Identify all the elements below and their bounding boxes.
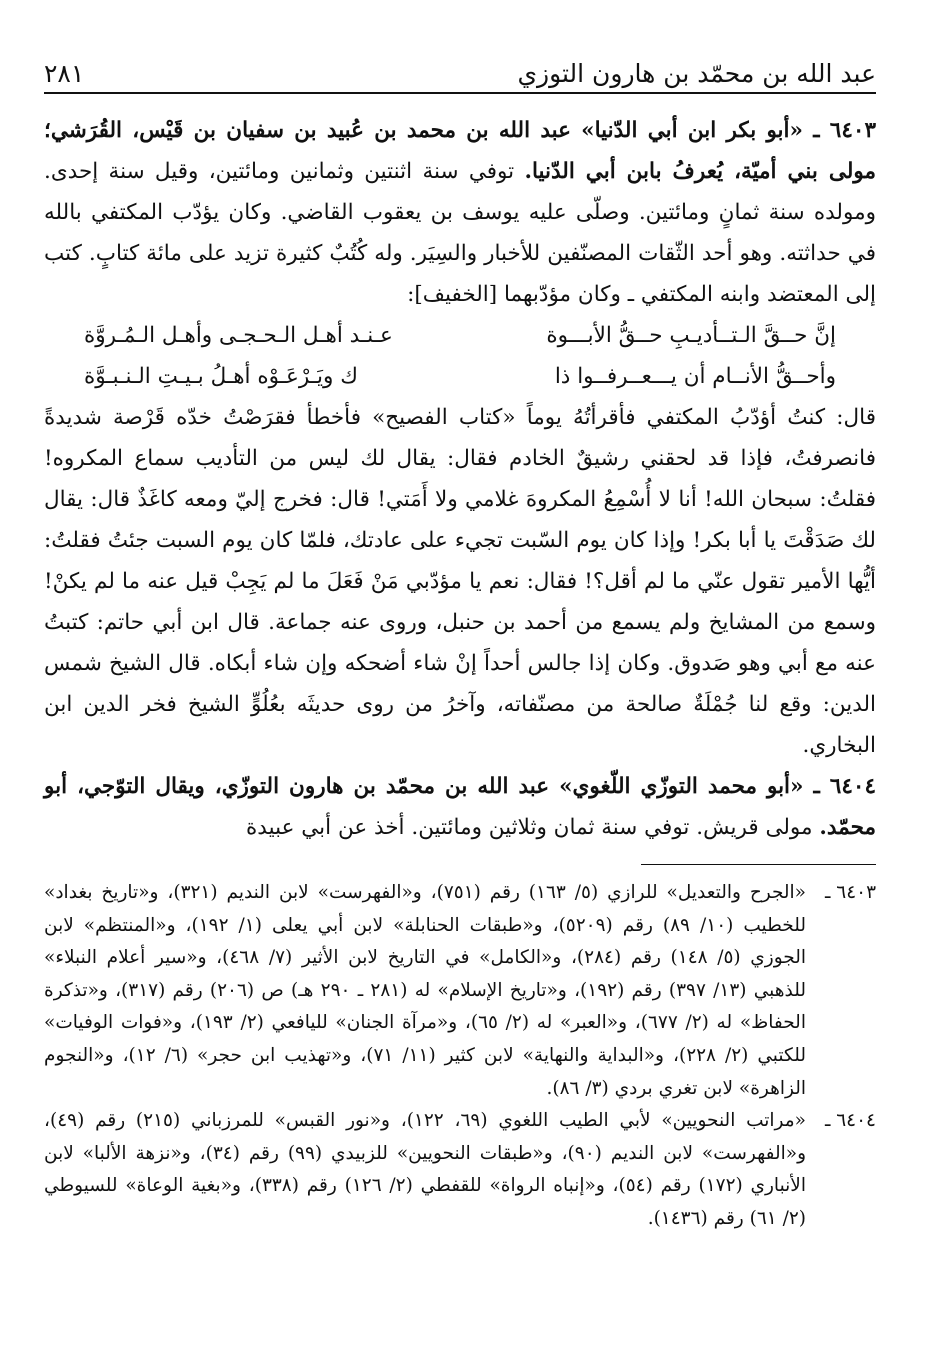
running-title: عبد الله بن محمّد بن هارون التوزي (517, 59, 876, 88)
verse-line (44, 315, 876, 356)
entry-6403-continuation: قال: كنتُ أؤدّبُ المكتفي فأقرأتُهُ يوماً «كتاب الفصيح» فأخطأ فقرَصْتُ خدّه قَرْصة شديدةً فانصرفتُ، فإذا قد لحقني رشيقٌ الخادم فقال: يقال لك ليس من التأديب سماع المكروه! فقلتُ: سبحان الله! أنا لا أُسْمِعُ المكروهَ غلامي ولا أَمَتي! قال: فخرج إليّ ومعه كاغَذٌ قال: يقال لك صَدَقْتَ يا أبا بكر! وإذا كان يوم السّبت تجيء على عادتك، فلمّا كان يوم السبت جئتُ فقلتُ: أيُّها الأمير تقول عنّي ما لم أقل؟! فقال: نعم يا مؤدّبي مَنْ فَعَلَ ما لم يَجِبْ قيل عنه ما لم يكنْ! وسمع من المشايخ ولم يسمع من أحمد بن حنبل، وروى عنه جماعة. قال ابن أبي حاتم: كتبتُ عنه مع أبي وهو صَدوق. وكان إذا جالس أحداً إنْ شاء أضحكه وإن شاء أبكاه. قال الشيخ شمس الدين: وقع لنا جُمْلَةٌ صالحة من مصنّفاته، وآخرُ من روى حديثَه بعُلُوٍّ الشيخ فخر الدين ابن البخاري. (44, 405, 876, 758)
entry-6404 (44, 766, 876, 848)
footnote-6404 (44, 1105, 876, 1235)
footnotes (44, 877, 876, 1236)
entry-heading: ٦٤٠٤ ـ «أبو محمد التوزّي اللّغوي» عبد الله بن محمّد بن هارون التوزّي، ويقال التوّجي، أبو محمّد. (44, 774, 876, 840)
footnote-text: «الجرح والتعديل» للرازي (٥/ ١٦٣) رقم (٧٥١)، و«الفهرست» لابن النديم (٣٢١)، و«تاريخ بغداد» للخطيب (١٠/ ٨٩) رقم (٥٢٠٩)، و«طبقات الحنابلة» لابن أبي يعلى (١/ ١٩٢)، و«المنتظم» لابن الجوزي (٥/ ١٤٨) رقم (٢٨٤)، و«الكامل» في التاريخ لابن الأثير (٧/ ٤٦٨)، و«سير أعلام النبلاء» للذهبي (١٣/ ٣٩٧) رقم (١٩٢)، و«تاريخ الإسلام» له (٢٨١ ـ ٢٩٠ هـ) ص (٢٠٦) رقم (٣١٧)، و«تذكرة الحفاظ» له (٢/ ٦٧٧)، و«العبر» له (٢/ ٦٥)، و«مرآة الجنان» لليافعي (٢/ ١٩٣)، و«فوات الوفيات» للكتبي (٢/ ٢٢٨)، و«البداية والنهاية» لابن كثير (١١/ ٧١)، و«تهذيب ابن حجر» (٦/ ١٢)، و«النجوم الزاهرة» لابن تغري بردي (٣/ ٨٦). (44, 882, 807, 1099)
entry-body: توفي سنة اثنتين وثمانين ومائتين، وقيل سنة إحدى. ومولده سنة ثمانٍ ومائتين. وصلّى عليه يوسف بن يعقوب القاضي. وكان يؤدّب المكتفي بالله في حداثته. وهو أحد الثّقات المصنّفين للأخبار والسِيَر. وله كُتُبٌ كثيرة تزيد على مائة كتابٍ. كتب إلى المعتضد وابنه المكتفي ـ وكان مؤدّبهما [الخفيف]: (44, 159, 876, 307)
verse-second-hemistich: ك ويَـرْعَـوْه أهـلُ بـيـتِ الـنـبـوَّة (84, 364, 358, 389)
page-header (44, 44, 876, 94)
verse-line (44, 356, 876, 397)
verse-first-hemistich: إنَّ حــقَّ الـتــأديـبِ حــقُّ الأبـــوة (546, 323, 836, 348)
footnote-number: ٦٤٠٤ ـ (824, 1110, 876, 1132)
footnote-separator (641, 864, 876, 865)
footnote-number: ٦٤٠٣ ـ (824, 882, 877, 903)
entry-heading: ٦٤٠٣ ـ «أبو بكر ابن أبي الدّنيا» عبد الله بن محمد بن عُبيد بن سفيان بن قَيْس، القُرَشي؛ مولى بني أميّة، يُعرفُ بابن أبي الدّنيا. (44, 118, 876, 184)
footnote-6403 (44, 877, 876, 1105)
entry-6403 (44, 110, 876, 315)
main-text (44, 110, 876, 848)
entry-body: مولى قريش. توفي سنة ثمان وثلاثين ومائتين. أخذ عن أبي عبيدة (246, 815, 813, 840)
footnote-text: «مراتب النحويين» لأبي الطيب اللغوي (٦٩، ١٢٢)، و«نور القبس» للمرزباني (٢١٥) رقم (٤٩)، و«الفهرست» لابن النديم (٩٠)، و«طبقات النحويين» للزبيدي (٩٩) رقم (٣٤)، و«نزهة الألبا» لابن الأنباري (١٧٢) رقم (٥٤)، و«إنباه الرواة» للقفطي (٢/ ١٢٦) رقم (٣٣٨)، و«بغية الوعاة» للسيوطي (٢/ ٦١) رقم (١٤٣٦). (44, 1110, 806, 1229)
page-number: ٢٨١ (44, 59, 85, 88)
verse-second-hemistich: عـنـد أهـل الـحـجـى وأهـل الـمُـروَّة (84, 323, 393, 348)
verse-first-hemistich: وأحــقُّ الأنــام أن يـــعــرفــوا ذا (554, 364, 836, 389)
